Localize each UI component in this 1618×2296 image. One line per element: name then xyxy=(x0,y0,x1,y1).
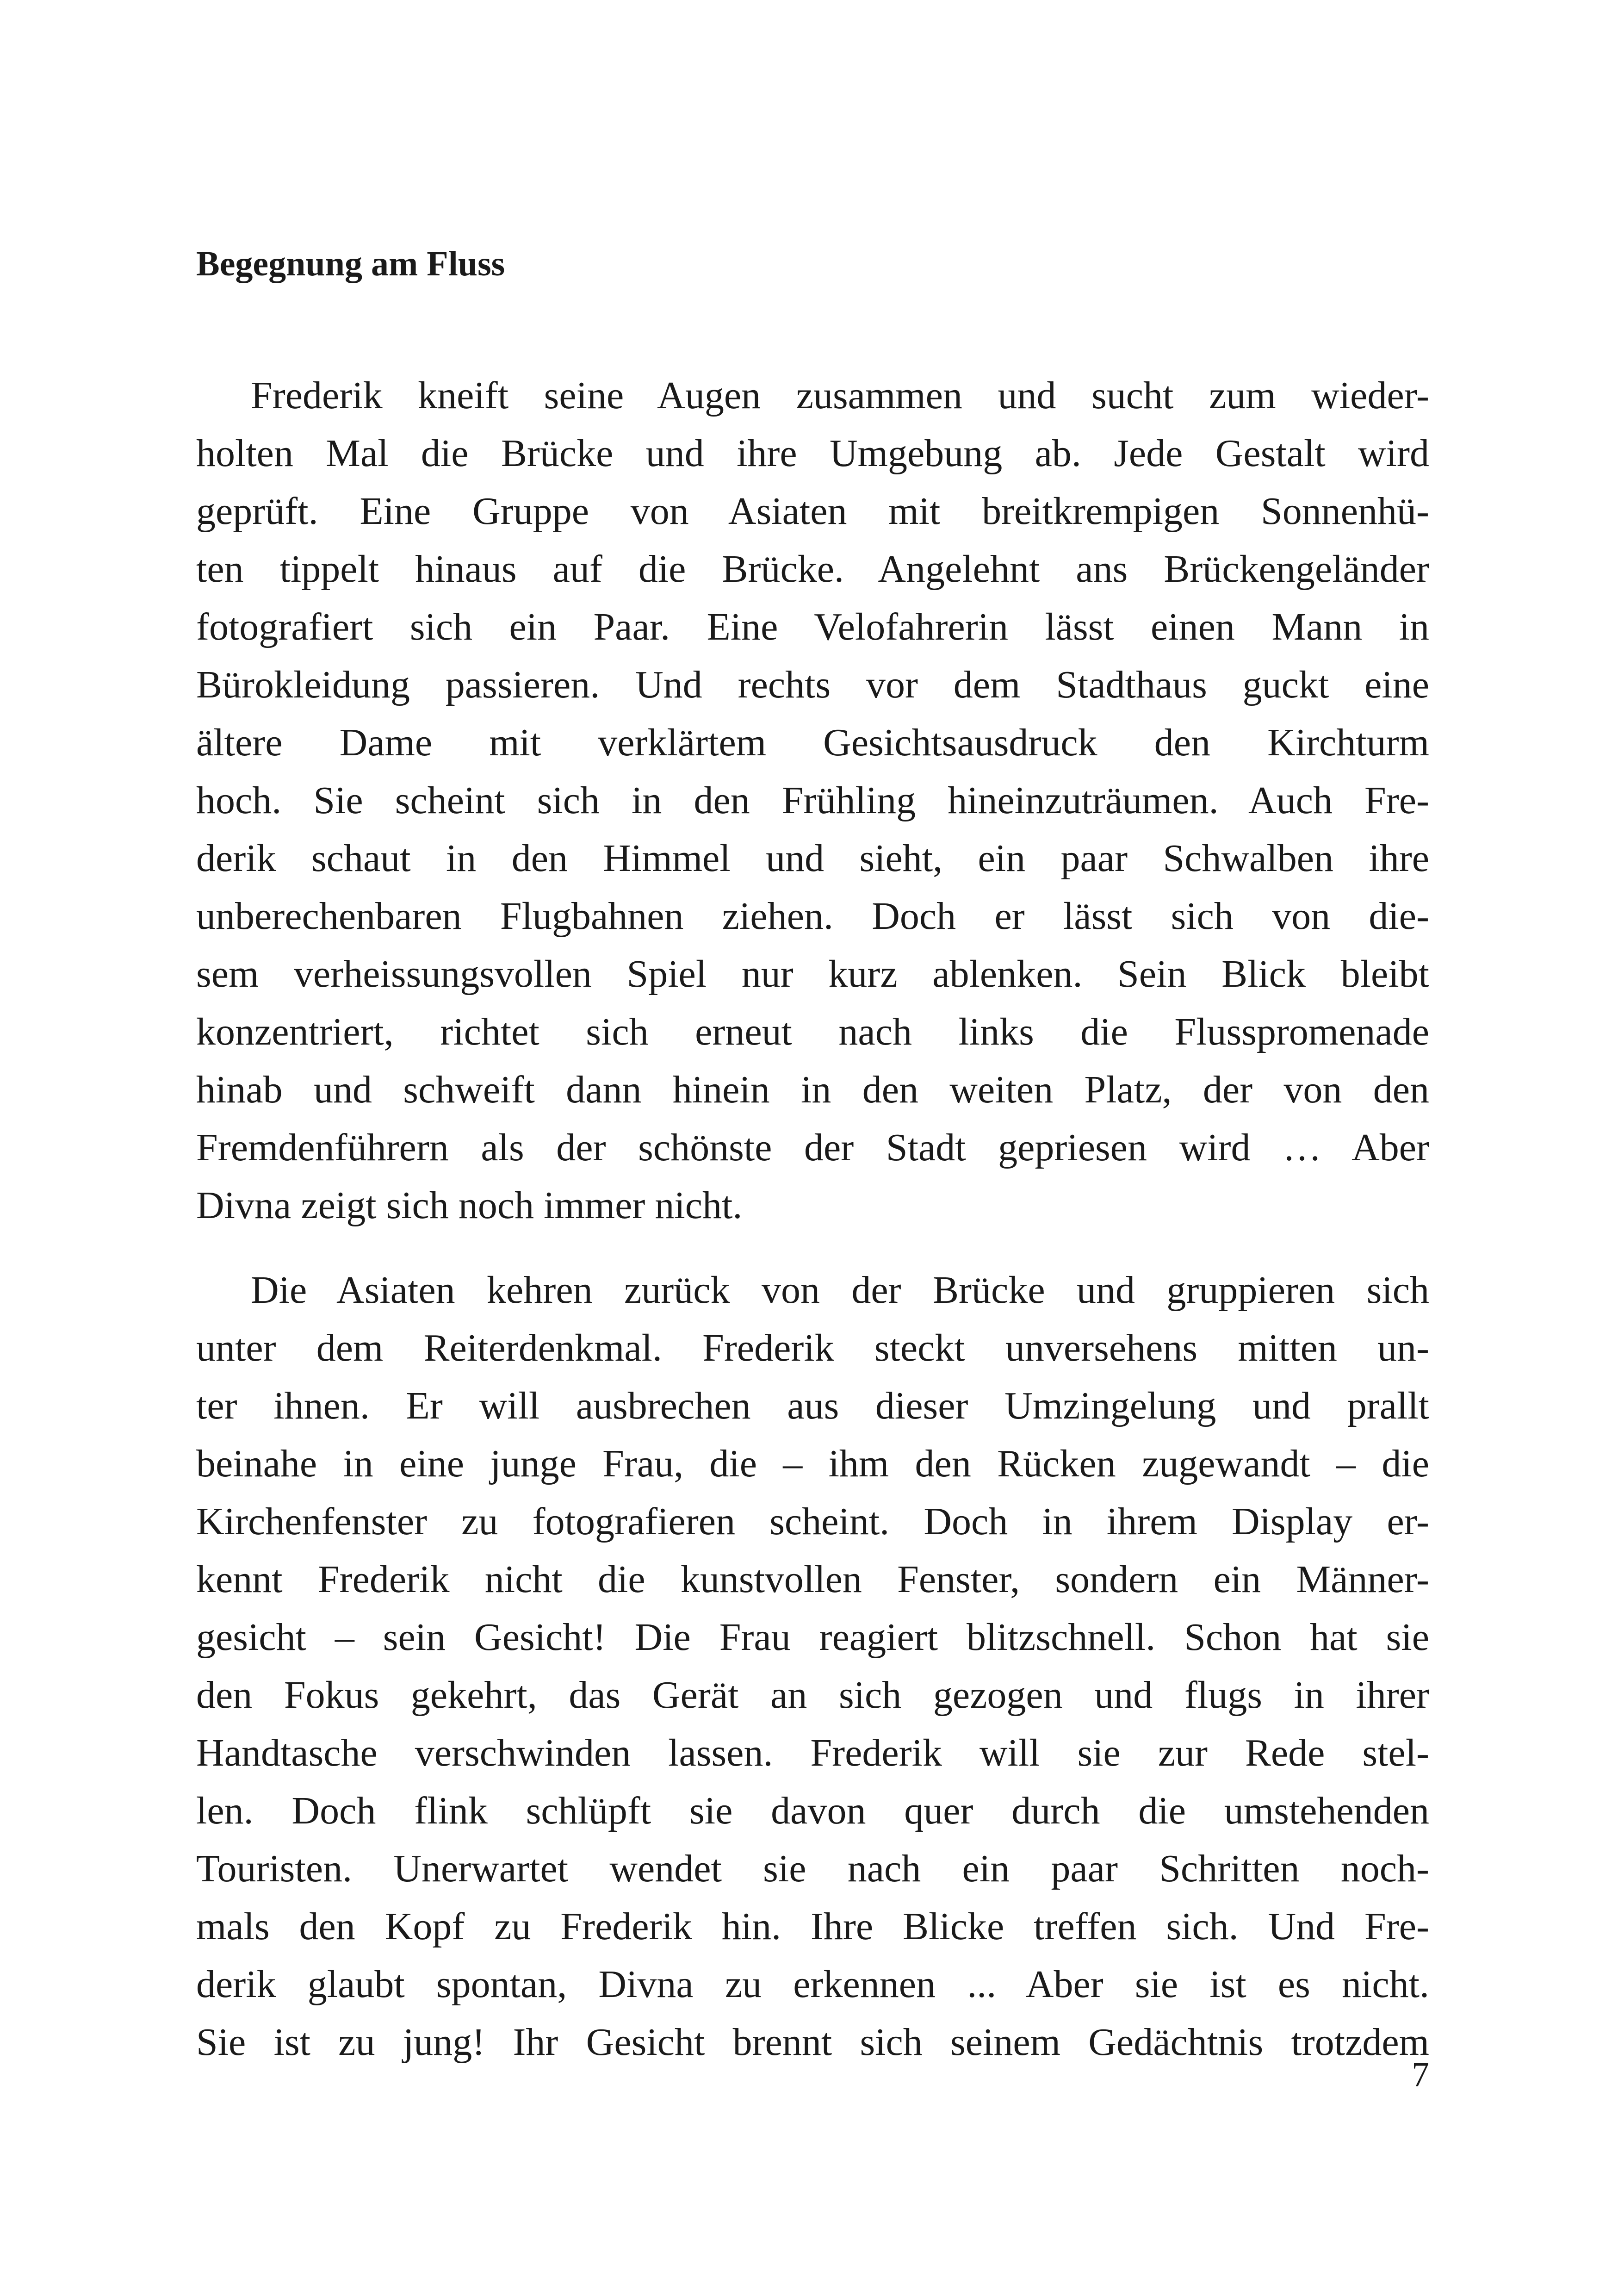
paragraph-spacer xyxy=(196,1234,1429,1261)
text-line: unberechenbaren Flugbahnen ziehen. Doch er lässt sich von die- xyxy=(196,895,1429,938)
text-line: derik schaut in den Himmel und sieht, ein paar Schwalben ihre xyxy=(196,837,1429,880)
text-line: den Fokus gekehrt, das Gerät an sich gezogen und flugs in ihrer xyxy=(196,1674,1429,1717)
text-line: ter ihnen. Er will ausbrechen aus dieser Umzingelung und prallt xyxy=(196,1384,1429,1427)
text-line: ten tippelt hinaus auf die Brücke. Angelehnt ans Brückengeländer xyxy=(196,548,1429,591)
text-line: Handtasche verschwinden lassen. Frederik will sie zur Rede stel- xyxy=(196,1731,1429,1774)
text-line: len. Doch flink schlüpft sie davon quer durch die umstehenden xyxy=(196,1789,1429,1832)
text-line: hinab und schweift dann hinein in den weiten Platz, der von den xyxy=(196,1068,1429,1111)
text-line: Die Asiaten kehren zurück von der Brücke und gruppieren sich xyxy=(251,1269,1429,1312)
page-number: 7 xyxy=(1412,2055,1429,2094)
text-line: Sie ist zu jung! Ihr Gesicht brennt sich seinem Gedächtnis trotzdem xyxy=(196,2021,1429,2064)
body-text xyxy=(196,367,1429,2071)
text-line: holten Mal die Brücke und ihre Umgebung ab. Jede Gestalt wird xyxy=(196,432,1429,475)
text-line: Kirchenfenster zu fotografieren scheint. Doch in ihrem Display er- xyxy=(196,1500,1429,1543)
text-line: konzentriert, richtet sich erneut nach links die Flusspromenade xyxy=(196,1010,1429,1053)
text-line: hoch. Sie scheint sich in den Frühling hineinzuträumen. Auch Fre- xyxy=(196,779,1429,822)
text-line: gesicht – sein Gesicht! Die Frau reagiert blitzschnell. Schon hat sie xyxy=(196,1616,1429,1659)
text-line: Bürokleidung passieren. Und rechts vor dem Stadthaus guckt eine xyxy=(196,663,1429,706)
text-line: kennt Frederik nicht die kunstvollen Fenster, sondern ein Männer- xyxy=(196,1558,1429,1601)
text-line: derik glaubt spontan, Divna zu erkennen ... Aber sie ist es nicht. xyxy=(196,1963,1429,2006)
text-line: mals den Kopf zu Frederik hin. Ihre Blicke treffen sich. Und Fre- xyxy=(196,1905,1429,1948)
text-line: unter dem Reiterdenkmal. Frederik steckt unversehens mitten un- xyxy=(196,1326,1429,1369)
text-line: Touristen. Unerwartet wendet sie nach ein paar Schritten noch- xyxy=(196,1847,1429,1890)
text-line: Fremdenführern als der schönste der Stadt gepriesen wird … Aber xyxy=(196,1126,1429,1169)
text-line: beinahe in eine junge Frau, die – ihm den Rücken zugewandt – die xyxy=(196,1442,1429,1485)
text-line: ältere Dame mit verklärtem Gesichtsausdruck den Kirchturm xyxy=(196,721,1429,764)
text-line: sem verheissungsvollen Spiel nur kurz ablenken. Sein Blick bleibt xyxy=(196,952,1429,996)
chapter-heading: Begegnung am Fluss xyxy=(196,244,505,283)
text-line: Frederik kneift seine Augen zusammen und sucht zum wieder- xyxy=(251,374,1429,417)
paragraph xyxy=(196,1261,1429,2071)
text-line: fotografiert sich ein Paar. Eine Velofahrerin lässt einen Mann in xyxy=(196,605,1429,648)
text-line: geprüft. Eine Gruppe von Asiaten mit breitkrempigen Sonnenhü- xyxy=(196,490,1429,533)
text-line: Divna zeigt sich noch immer nicht. xyxy=(196,1184,743,1227)
paragraph xyxy=(196,367,1429,1234)
